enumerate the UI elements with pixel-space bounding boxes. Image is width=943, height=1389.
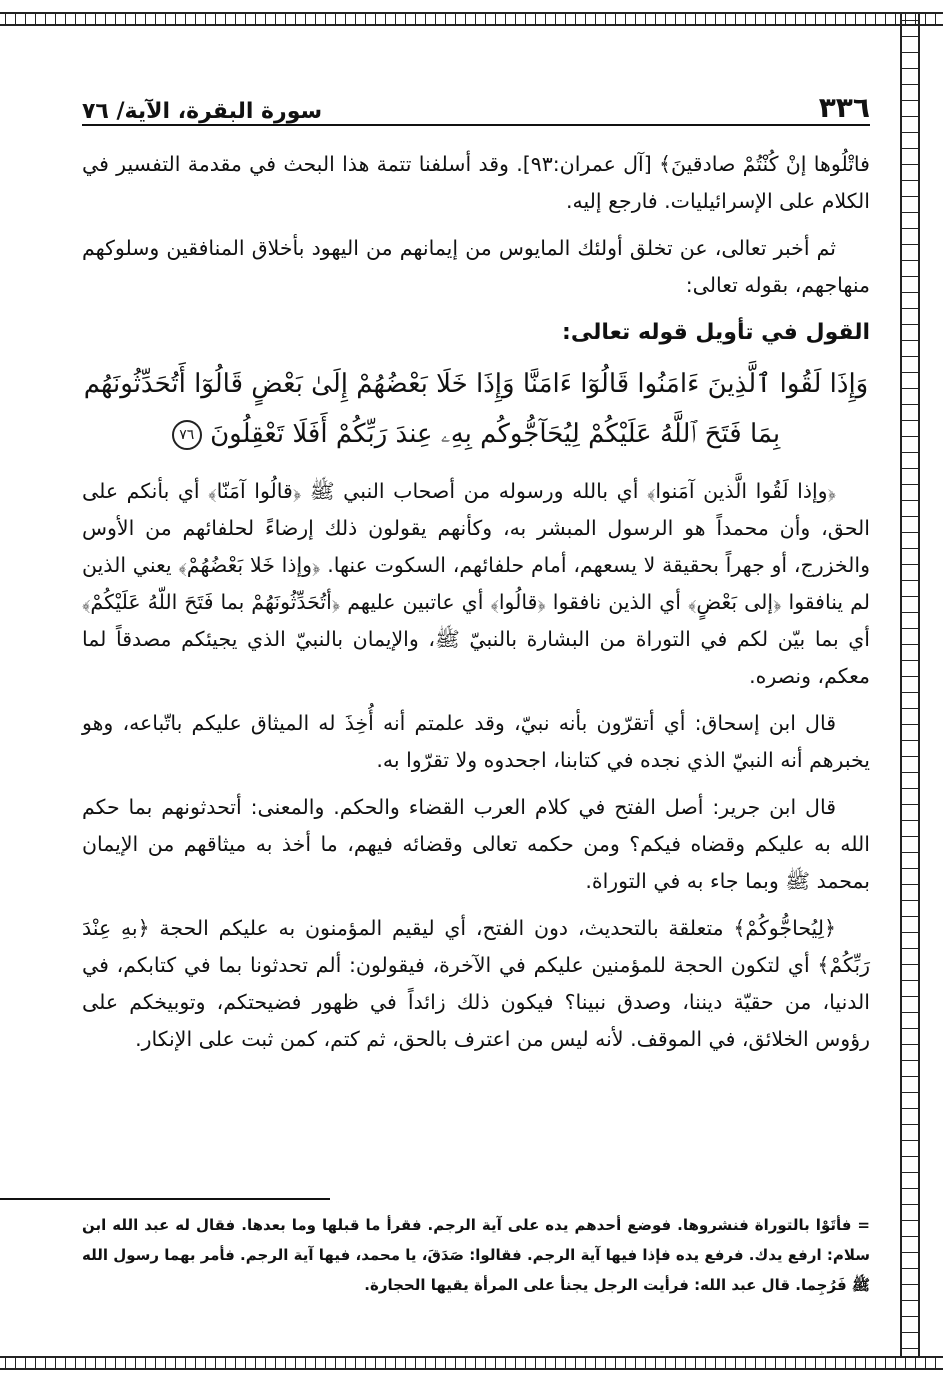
paragraph-ibn-jarir: قال ابن جرير: أصل الفتح في كلام العرب القضاء والحكم. والمعنى: أتحدثونهم بما حكم الله به عليكم وقضاه فيكم؟ ومن حكمه تعالى وقضائه فيهم، ما أخذ به ميثاقهم من الإيمان بمحمد ﷺ وبما جاء به في التوراة.	[82, 795, 870, 893]
top-ornament-border	[0, 12, 943, 26]
page-number: ٣٣٦	[818, 91, 870, 124]
running-header	[82, 84, 870, 126]
book-page	[70, 60, 870, 1340]
sura-reference: سورة البقرة، الآية/ ٧٦	[82, 99, 323, 124]
page-body	[82, 146, 870, 1068]
verse-line-2	[82, 409, 870, 459]
paragraph-intro: فاتْلُوها إنْ كُنْتُمْ صادقينَ﴾ [آل عمران:٩٣]. وقد أسلفنا تتمة هذا البحث في مقدمة التفسير في الكلام على الإسرائيليات. فارجع إليه.	[82, 152, 870, 213]
section-heading: القول في تأويل قوله تعالى:	[562, 320, 870, 345]
quran-verse	[82, 359, 870, 459]
footnote-separator	[0, 1198, 330, 1200]
verse-number-badge: ٧٦	[172, 420, 202, 450]
paragraph-transition: ثم أخبر تعالى، عن تخلق أولئك المايوس من إيمانهم من اليهود بأخلاق المنافقين وسلوكهم منهاجهم، بقوله تعالى:	[82, 236, 870, 297]
bottom-ornament-border	[0, 1356, 943, 1370]
paragraph-ibn-ishaq: قال ابن إسحاق: أي أتقرّون بأنه نبيّ، وقد علمتم أنه أُخِذَ له الميثاق عليكم باتّباعه، وهو يخبرهم أنه النبيّ الذي نجده في كتابنا، اجحدوه ولا تقرّوا به.	[82, 711, 870, 772]
paragraph-commentary-1: ﴿وإذا لَقُوا الَّذين آمَنوا﴾ أي بالله ورسوله من أصحاب النبي ﷺ ﴿قالُوا آمَنّا﴾ أي بأنكم على الحق، وأن محمداً هو الرسول المبشر به، وكأنهم يقولون ذلك إرضاءً لحلفائهم من الأوس والخزرج، أو جهراً بحقيقة لا يسعهم، أمام حلفائهم، السكوت عنها. ﴿وإذا خَلا بَعْضُهُمْ﴾ يعني الذين لم ينافقوا ﴿إلى بَعْضٍ﴾ أي الذين نافقوا ﴿قالُوا﴾ أي عاتبين عليهم ﴿أتُحَدِّثُونَهُمْ بما فَتَحَ اللّهُ عَلَيْكُمْ﴾ أي بما بيّن لكم في التوراة من البشارة بالنبيّ ﷺ، والإيمان بالنبيّ الذي يجيئكم مصدقاً لما معكم، ونصره.	[82, 479, 870, 688]
verse-line-1: وَإِذَا لَقُوا ٱلَّذِينَ ءَامَنُوا قَالُوٓا ءَامَنَّا وَإِذَا خَلَا بَعْضُهُمْ إِلَىٰ بَعْضٍ قَالُوٓا أَتُحَدِّثُونَهُم	[83, 369, 869, 399]
right-ornament-border	[900, 12, 920, 1370]
verse-line-2-text: بِمَا فَتَحَ ٱللَّهُ عَلَيْكُمْ لِيُحَآجُّوكُم بِهِۦ عِندَ رَبِّكُمْ أَفَلَا تَعْقِلُونَ	[210, 419, 781, 449]
footnote: = فأتَوْا بالتوراة فنشروها. فوضع أحدهم يده على آية الرجم. فقرأ ما قبلها وما بعدها. فقال له عبد الله ابن سلام: ارفع يدك. فرفع يده فإذا فيها آية الرجم. فقالوا: صَدَقَ، يا محمد، فيها آية الرجم. فأمر بهما رسول الله ﷺ فَرُجِما. قال عبد الله: فرأيت الرجل يجنأ على المرأة يقيها الحجارة.	[82, 1216, 870, 1294]
paragraph-commentary-2: ﴿لِيُحاجُّوكُمْ﴾ متعلقة بالتحديث، دون الفتح، أي ليقيم المؤمنون به عليكم الحجة ﴿بهِ عِنْدَ رَبِّكُمْ﴾ أي لتكون الحجة للمؤمنين عليكم في الآخرة، فيقولون: ألم تحدثونا بما في كتابكم، في الدنيا، من حقيّة ديننا، وصدق نبينا؟ فيكون ذلك زائداً في ظهور فضيحتكم، وتوبيخكم على رؤوس الخلائق، في الموقف. لأنه ليس من اعترف بالحق، ثم كتم، كمن ثبت على الإنكار.	[82, 916, 870, 1051]
